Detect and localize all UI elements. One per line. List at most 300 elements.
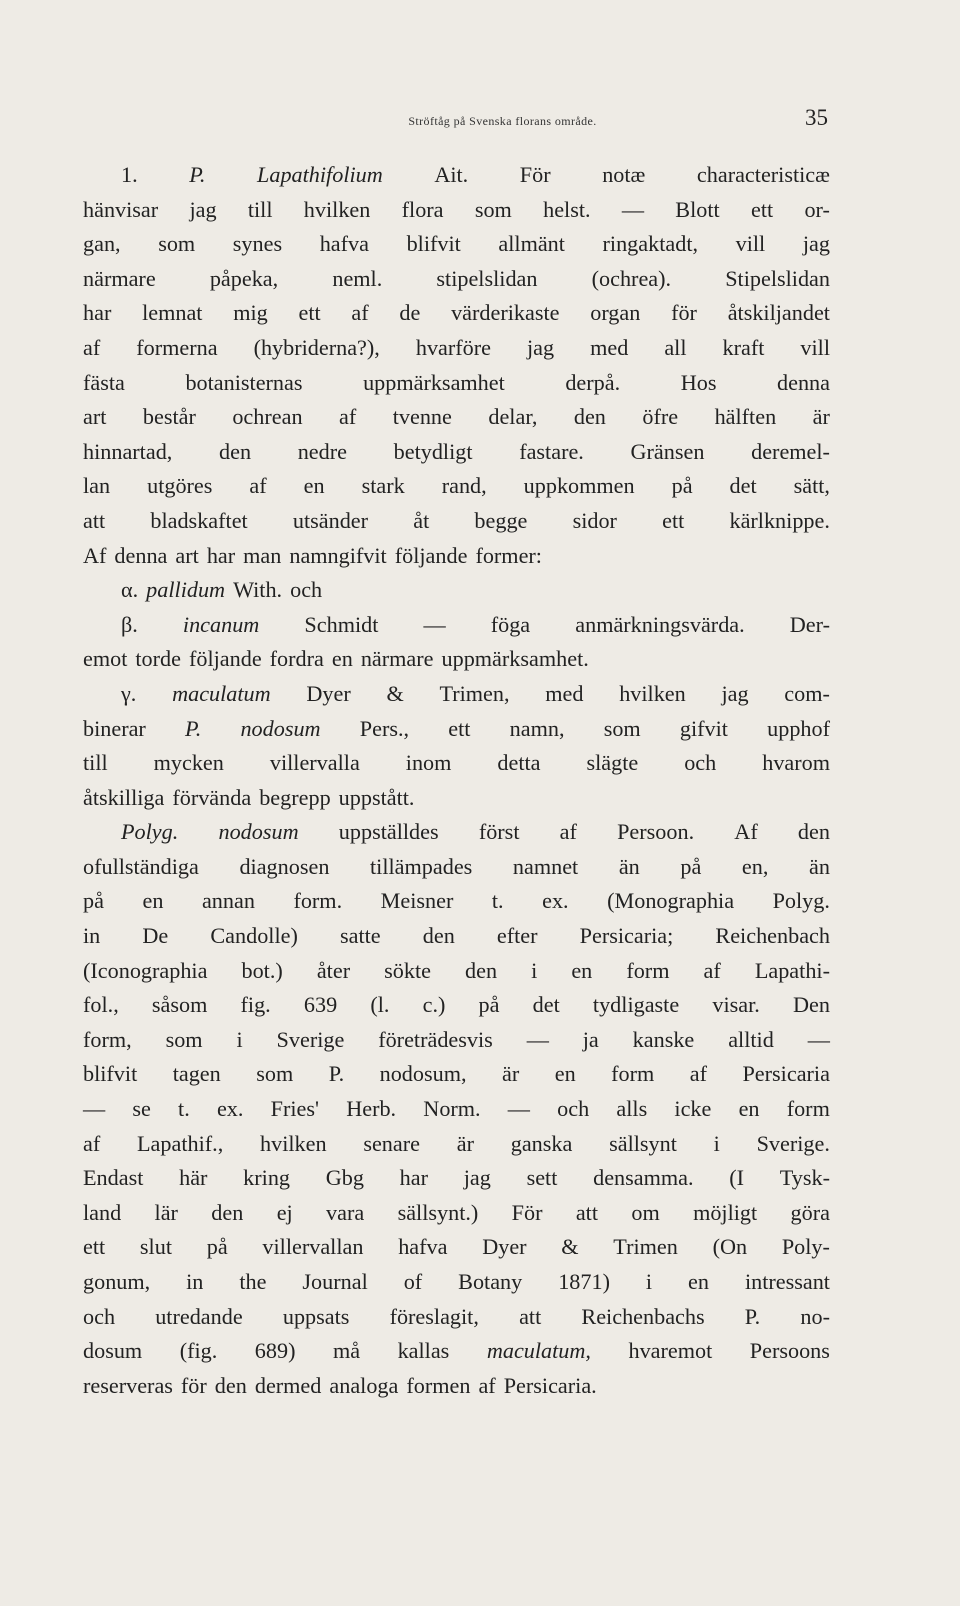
word: den xyxy=(422,923,455,949)
word: Meisner xyxy=(380,888,454,914)
word: på xyxy=(478,992,500,1018)
word: För xyxy=(511,1199,543,1225)
word: det xyxy=(729,473,757,499)
word: kraft xyxy=(722,334,765,360)
word: Persicaria; xyxy=(579,923,674,949)
word: — xyxy=(526,1026,549,1052)
word: annan xyxy=(201,888,255,914)
word: åtskiljandet xyxy=(727,300,830,326)
text-line xyxy=(83,608,830,643)
word: af xyxy=(83,1130,101,1156)
word: namnet xyxy=(512,853,579,879)
word: or- xyxy=(804,196,830,222)
word: har xyxy=(83,300,112,326)
word: af xyxy=(83,334,101,360)
text-line xyxy=(83,1057,830,1092)
word: att xyxy=(575,1199,599,1225)
word: Persoons xyxy=(749,1338,830,1364)
word: utsänder xyxy=(292,507,369,533)
word: mycken xyxy=(153,750,224,776)
word: tvenne xyxy=(392,404,452,430)
word: With. xyxy=(233,577,283,603)
word: har xyxy=(206,542,236,568)
word: Schmidt xyxy=(304,611,379,637)
word: form, xyxy=(83,1026,132,1052)
word: åt xyxy=(413,507,430,533)
word: ringaktadt, xyxy=(602,231,699,257)
word: (I xyxy=(729,1165,745,1191)
word: Af xyxy=(83,542,107,568)
word: hvilken xyxy=(619,680,686,706)
word: åtskilliga xyxy=(83,784,165,810)
running-head xyxy=(80,105,828,131)
word: delar, xyxy=(488,404,538,430)
word: form xyxy=(626,957,670,983)
word: Persoon. xyxy=(617,819,695,845)
word: alls xyxy=(616,1096,648,1122)
word: i xyxy=(645,1269,653,1294)
italic-word: maculatum xyxy=(172,680,271,706)
word: 639 xyxy=(303,992,338,1018)
word: stark xyxy=(361,473,405,499)
word: en xyxy=(142,888,164,914)
word: till xyxy=(83,750,108,776)
text-line xyxy=(83,366,830,401)
word: alltid xyxy=(728,1026,774,1052)
text-line xyxy=(83,781,830,816)
word: bladskaftet xyxy=(150,507,248,533)
word: visar. xyxy=(712,992,760,1018)
word: ett xyxy=(750,196,774,222)
word: Reichenbach xyxy=(715,923,830,949)
word: en xyxy=(571,957,593,983)
word: uppstått. xyxy=(338,784,415,810)
word: uppmärksamhet xyxy=(363,369,505,395)
word: (On xyxy=(712,1234,748,1260)
word: hvilken xyxy=(260,1130,327,1156)
word: (ochrea). xyxy=(591,265,672,291)
word: en xyxy=(303,473,325,499)
word: efter xyxy=(496,923,538,949)
text-line xyxy=(83,919,830,954)
word: characteristicæ xyxy=(696,162,830,187)
word: Af xyxy=(734,819,758,845)
word: kring xyxy=(243,1165,291,1191)
word: jag xyxy=(721,680,749,706)
word: af xyxy=(689,1061,707,1087)
word: De xyxy=(142,923,169,949)
word: Persicaria xyxy=(742,1061,830,1087)
word: 1871) xyxy=(558,1269,610,1294)
word: uppställdes xyxy=(338,819,439,845)
word: ej xyxy=(276,1199,293,1225)
word: mig xyxy=(233,300,268,326)
word: om xyxy=(631,1199,660,1225)
word: Gränsen xyxy=(630,438,705,464)
word: stipelslidan xyxy=(436,265,538,291)
word: ett xyxy=(298,300,321,326)
word: intressant xyxy=(744,1269,830,1294)
word: här xyxy=(179,1165,208,1191)
word: är xyxy=(456,1130,474,1156)
word: än xyxy=(618,853,640,879)
text-line xyxy=(83,158,830,193)
word: af xyxy=(339,404,357,430)
word: fol., xyxy=(83,992,119,1018)
text-line xyxy=(83,815,830,850)
word: att xyxy=(519,1303,542,1329)
word: & xyxy=(561,1234,579,1260)
word: β. xyxy=(121,611,138,637)
word: begrepp xyxy=(259,784,331,810)
word: på xyxy=(206,1234,228,1260)
text-line xyxy=(83,573,830,608)
word: till xyxy=(247,196,273,222)
word: form xyxy=(611,1061,655,1087)
text-line xyxy=(83,1161,830,1196)
text-line xyxy=(83,677,830,712)
text-line xyxy=(83,331,830,366)
word: sökte xyxy=(384,957,431,983)
word: följande xyxy=(188,646,262,672)
word: all xyxy=(664,334,687,360)
word: och xyxy=(83,1303,116,1329)
word: t. xyxy=(491,888,504,914)
word: följande xyxy=(394,542,468,568)
word: Stipelslidan xyxy=(725,265,830,291)
word: — xyxy=(507,1096,530,1122)
word: se xyxy=(132,1096,151,1122)
word: flora xyxy=(401,196,444,222)
word: deremel- xyxy=(751,438,830,464)
word: ofullständiga xyxy=(83,853,199,879)
word: som xyxy=(256,1061,294,1087)
page-number: 35 xyxy=(805,105,828,130)
word: botanisternas xyxy=(185,369,303,395)
word: rand, xyxy=(441,473,487,499)
text-line xyxy=(83,262,830,297)
word: anmärkningsvärda. xyxy=(575,611,745,637)
word: (hybriderna?), xyxy=(253,334,380,360)
word: ett xyxy=(83,1234,106,1260)
word: analoga xyxy=(329,1372,399,1398)
word: Dyer xyxy=(306,680,351,706)
word: Lapathif., xyxy=(137,1130,224,1156)
word: formen xyxy=(406,1372,471,1398)
word: förvända xyxy=(172,784,252,810)
word: har xyxy=(399,1165,429,1191)
word: emot xyxy=(83,646,128,672)
word: Trimen xyxy=(613,1234,678,1260)
word: och xyxy=(684,750,717,776)
word: af xyxy=(478,1372,496,1398)
word: utgöres xyxy=(147,473,213,499)
word: än xyxy=(809,853,830,879)
word: fordra xyxy=(269,646,324,672)
word: reserveras xyxy=(83,1372,173,1398)
word: & xyxy=(386,680,404,706)
word: föreslagit, xyxy=(389,1303,479,1329)
word: dermed xyxy=(254,1372,322,1398)
text-line xyxy=(83,1092,830,1127)
word: t. xyxy=(178,1096,190,1122)
word: möjligt xyxy=(693,1199,758,1225)
word: den xyxy=(573,404,606,430)
word: Reichenbachs xyxy=(581,1303,705,1329)
word: Fries' xyxy=(270,1096,320,1122)
word: vill xyxy=(735,231,766,257)
word: slägte xyxy=(586,750,639,776)
word: the xyxy=(239,1269,267,1294)
word: art xyxy=(175,542,199,568)
word: in xyxy=(83,923,101,949)
italic-word: nodosum xyxy=(240,715,321,741)
word: sätt, xyxy=(793,473,830,499)
word: må xyxy=(332,1338,361,1364)
word: Trimen, xyxy=(439,680,510,706)
word: är xyxy=(812,404,830,430)
word: P. xyxy=(744,1303,761,1329)
word: slut xyxy=(139,1234,172,1260)
italic-word: P. xyxy=(189,162,206,187)
text-line xyxy=(83,850,830,885)
word: α. xyxy=(121,577,139,603)
word: namngifvit xyxy=(289,542,387,568)
word: tillämpades xyxy=(370,853,473,879)
word: för xyxy=(180,1372,207,1398)
word: Journal xyxy=(302,1269,368,1294)
word: hälften xyxy=(714,404,777,430)
italic-word: maculatum, xyxy=(486,1338,591,1364)
word: af xyxy=(351,300,369,326)
word: tydligaste xyxy=(592,992,680,1018)
word: helst. xyxy=(543,196,591,222)
word: som xyxy=(474,196,512,222)
word: of xyxy=(403,1269,423,1294)
text-line xyxy=(83,1230,830,1265)
word: fig. xyxy=(240,992,271,1018)
word: Tysk- xyxy=(779,1165,830,1191)
word: vara xyxy=(326,1199,365,1225)
word: af xyxy=(559,819,577,845)
word: ganska xyxy=(510,1130,573,1156)
word: af xyxy=(703,957,721,983)
word: Herb. xyxy=(346,1096,397,1122)
word: För xyxy=(519,162,551,187)
word: γ. xyxy=(121,680,137,706)
word: jag xyxy=(802,231,830,257)
text-line xyxy=(83,400,830,435)
word: först xyxy=(478,819,520,845)
word: inom xyxy=(405,750,452,776)
word: Gbg xyxy=(325,1165,364,1191)
italic-word: nodosum xyxy=(218,819,299,845)
word: hvaremot xyxy=(628,1338,713,1364)
word: blifvit xyxy=(83,1061,138,1087)
word: hvarom xyxy=(762,750,830,776)
word: Endast xyxy=(83,1165,144,1191)
word: villervalla xyxy=(269,750,360,776)
word: jag xyxy=(463,1165,491,1191)
word: vill xyxy=(800,334,830,360)
word: ex. xyxy=(542,888,569,914)
word: com- xyxy=(784,680,830,706)
italic-word: P. xyxy=(185,715,202,741)
word: Blott xyxy=(675,196,720,222)
word: den xyxy=(465,957,498,983)
word: Sverige xyxy=(276,1026,345,1052)
word: är xyxy=(502,1061,520,1087)
word: på xyxy=(671,473,693,499)
word: betydligt xyxy=(393,438,473,464)
word: organ xyxy=(590,300,641,326)
word: hafva xyxy=(319,231,369,257)
italic-word: Lapathifolium xyxy=(257,162,383,187)
word: öfre xyxy=(642,404,679,430)
word: senare xyxy=(363,1130,420,1156)
word: — xyxy=(423,611,446,637)
word: ex. xyxy=(216,1096,244,1122)
word: en xyxy=(331,646,353,672)
word: denna xyxy=(777,369,830,395)
word: såsom xyxy=(151,992,208,1018)
word: (Iconographia xyxy=(83,957,208,983)
text-line xyxy=(83,712,830,747)
word: kanske xyxy=(632,1026,695,1052)
word: (l. xyxy=(370,992,390,1018)
text-line xyxy=(83,227,830,262)
word: denna xyxy=(114,542,168,568)
word: binerar xyxy=(83,715,146,741)
word: lär xyxy=(154,1199,178,1225)
word: in xyxy=(186,1269,204,1294)
word: ett xyxy=(662,507,685,533)
body-text xyxy=(83,158,830,1403)
text-line xyxy=(83,1127,830,1162)
word: en xyxy=(688,1269,709,1294)
word: den xyxy=(219,438,252,464)
text-line xyxy=(83,504,830,539)
word: företrädesvis xyxy=(378,1026,493,1052)
word: den xyxy=(797,819,830,845)
word: densamma. xyxy=(593,1165,694,1191)
word: gan, xyxy=(83,231,121,257)
word: och xyxy=(290,577,323,603)
word: jag xyxy=(189,196,217,222)
text-line xyxy=(83,296,830,331)
text-line xyxy=(83,1300,830,1335)
word: Polyg. xyxy=(772,888,830,914)
word: fästa xyxy=(83,369,125,395)
word: på xyxy=(680,853,702,879)
word: kärlknippe. xyxy=(729,507,830,533)
word: hänvisar xyxy=(83,196,159,222)
word: Lapathi- xyxy=(754,957,830,983)
word: som xyxy=(165,1026,203,1052)
text-line xyxy=(83,469,830,504)
word: begge xyxy=(474,507,528,533)
word: gifvit xyxy=(679,715,728,741)
word: land xyxy=(83,1199,122,1225)
word: Sverige. xyxy=(756,1130,830,1156)
word: sett xyxy=(526,1165,558,1191)
word: i xyxy=(713,1130,720,1156)
word: diagnosen xyxy=(239,853,330,879)
word: — xyxy=(83,1096,106,1122)
word: närmare xyxy=(83,265,156,291)
word: närmare xyxy=(360,646,434,672)
word: (fig. xyxy=(179,1338,218,1364)
word: på xyxy=(83,888,104,914)
word: ja xyxy=(582,1026,599,1052)
word: påpeka, xyxy=(209,265,279,291)
word: sidor xyxy=(572,507,617,533)
word: ett xyxy=(448,715,471,741)
word: tagen xyxy=(172,1061,221,1087)
word: man xyxy=(243,542,282,568)
text-line xyxy=(83,988,830,1023)
word: ochrean xyxy=(232,404,303,430)
word: värderikaste xyxy=(451,300,560,326)
word: blifvit xyxy=(406,231,461,257)
word: den xyxy=(214,1372,247,1398)
word: bot.) xyxy=(241,957,283,983)
word: namn, xyxy=(509,715,565,741)
running-title: Ströftåg på Svenska florans område. xyxy=(408,114,597,128)
word: upphof xyxy=(767,715,830,741)
word: Dyer xyxy=(482,1234,527,1260)
word: hinnartad, xyxy=(83,438,173,464)
text-line xyxy=(83,1265,830,1300)
word: nodosum, xyxy=(379,1061,467,1087)
word: Pers., xyxy=(359,715,410,741)
word: hvarföre xyxy=(415,334,491,360)
word: som xyxy=(158,231,196,257)
word: en, xyxy=(741,853,769,879)
word: de xyxy=(399,300,421,326)
word: uppmärksamhet. xyxy=(441,646,589,672)
text-line xyxy=(83,435,830,470)
word: Botany xyxy=(458,1269,523,1294)
word: former: xyxy=(475,542,542,568)
word: med xyxy=(545,680,584,706)
word: Poly- xyxy=(781,1234,830,1260)
word: Norm. xyxy=(423,1096,481,1122)
word: består xyxy=(142,404,196,430)
word: P. xyxy=(328,1061,345,1087)
italic-word: incanum xyxy=(182,611,260,637)
word: — xyxy=(621,196,645,222)
word: åter xyxy=(316,957,351,983)
word: och xyxy=(557,1096,590,1122)
text-line xyxy=(83,884,830,919)
text-line xyxy=(83,1369,830,1404)
word: Der- xyxy=(789,611,830,637)
text-line xyxy=(83,746,830,781)
word: kallas xyxy=(397,1338,450,1364)
word: (Monographia xyxy=(607,888,735,914)
word: sällsynt xyxy=(609,1130,677,1156)
word: detta xyxy=(497,750,541,776)
text-line xyxy=(83,954,830,989)
word: synes xyxy=(232,231,283,257)
word: uppsats xyxy=(282,1303,350,1329)
word: Candolle) xyxy=(210,923,298,949)
word: dosum xyxy=(83,1338,143,1364)
word: notæ xyxy=(602,162,646,187)
word: sällsynt.) xyxy=(397,1199,479,1225)
word: en xyxy=(738,1096,760,1122)
